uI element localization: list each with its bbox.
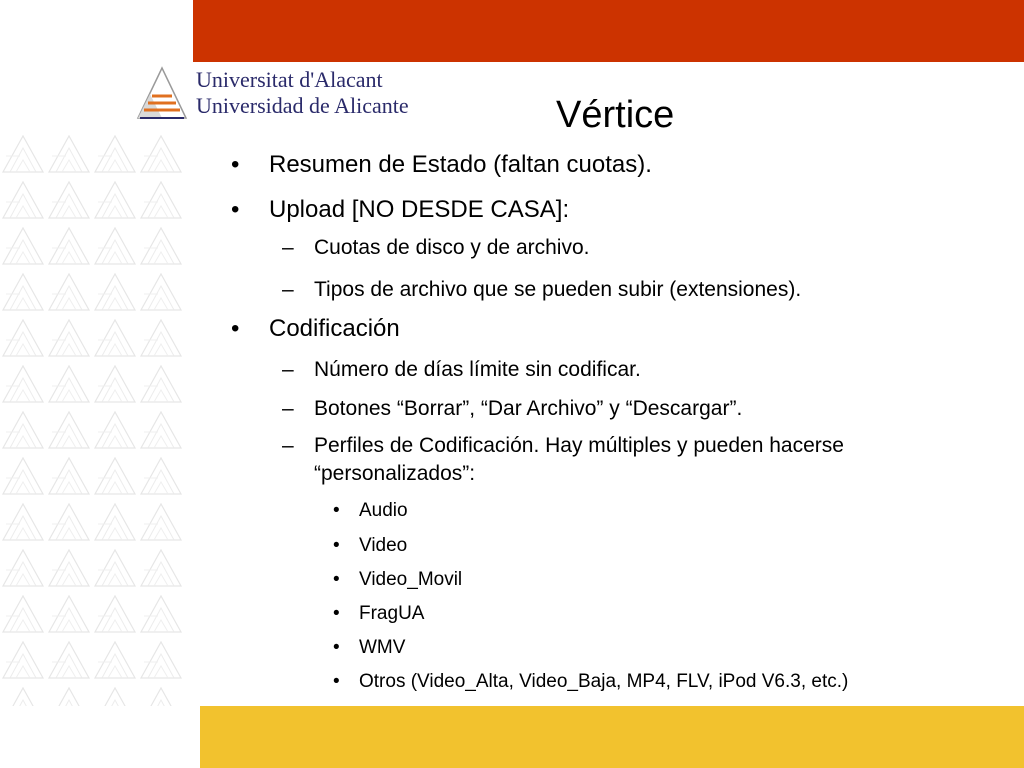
logo-text-valencian: Universitat d'Alacant	[196, 67, 383, 92]
sub-item-perfiles-cont: “personalizados”:	[314, 462, 476, 485]
bullet-codificacion: Codificación	[269, 315, 400, 342]
dash-marker: –	[282, 236, 294, 259]
sub-item-perfiles: Perfiles de Codificación. Hay múltiples y pueden hacerse	[314, 434, 844, 457]
profile-video-movil: Video_Movil	[359, 569, 463, 590]
bottom-accent-bar	[200, 706, 1024, 768]
bullet-marker: •	[333, 569, 340, 590]
bullet-resumen: Resumen de Estado (faltan cuotas).	[269, 151, 652, 178]
bullet-marker: •	[231, 151, 240, 178]
profile-fragua: FragUA	[359, 603, 425, 624]
sub-item-botones: Botones “Borrar”, “Dar Archivo” y “Descargar”.	[314, 397, 743, 420]
profile-video: Video	[359, 535, 408, 556]
bullet-marker: •	[333, 603, 340, 624]
sub-item-cuotas: Cuotas de disco y de archivo.	[314, 236, 590, 259]
profile-audio: Audio	[359, 500, 408, 521]
bullet-upload: Upload [NO DESDE CASA]:	[269, 196, 570, 223]
bullet-marker: •	[231, 196, 240, 223]
profile-otros: Otros (Video_Alta, Video_Baja, MP4, FLV, iPod V6.3, etc.)	[359, 671, 849, 692]
dash-marker: –	[282, 278, 294, 301]
profile-wmv: WMV	[359, 637, 406, 658]
logo-text-spanish: Universidad de Alicante	[196, 93, 409, 118]
sub-item-dias: Número de días límite sin codificar.	[314, 358, 641, 381]
dash-marker: –	[282, 397, 294, 420]
bullet-marker: •	[333, 671, 340, 692]
bullet-marker: •	[231, 315, 240, 342]
dash-marker: –	[282, 358, 294, 381]
bullet-marker: •	[333, 500, 340, 521]
dash-marker: –	[282, 434, 294, 457]
slide-title: Vértice	[556, 94, 675, 136]
bullet-marker: •	[333, 637, 340, 658]
sub-item-tipos: Tipos de archivo que se pueden subir (extensiones).	[314, 278, 802, 301]
bullet-marker: •	[333, 535, 340, 556]
